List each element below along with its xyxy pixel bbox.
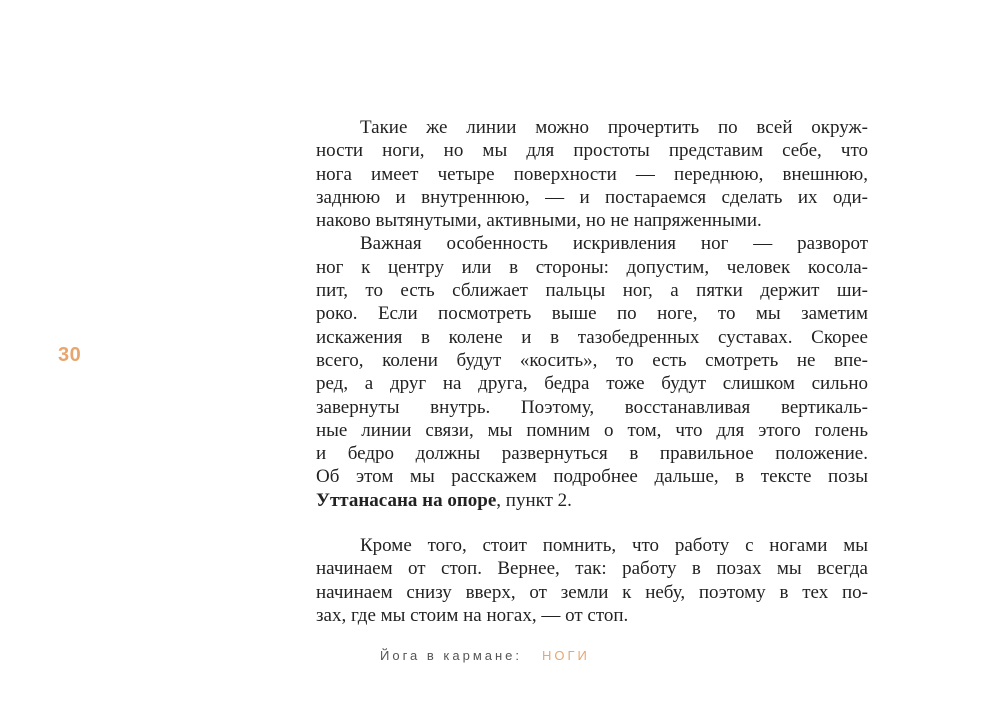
paragraph-2-line: и бедро должны развернуться в правильное положение. <box>316 443 868 465</box>
pose-reference-rest: , пункт 2. <box>496 489 572 511</box>
page-number: 30 <box>58 344 82 366</box>
paragraph-2-line: ног к центру или в стороны: допустим, человек косола- <box>316 256 868 278</box>
paragraph-2-line: завернуты внутрь. Поэтому, восстанавливая вертикаль- <box>316 396 868 418</box>
paragraph-3-line: начинаем снизу вверх, от земли к небу, поэтому в тех по- <box>316 581 868 603</box>
paragraph-2-line: ные линии связи, мы помним о том, что для этого голень <box>316 419 868 441</box>
paragraph-1-line: нога имеет четыре поверхности — переднюю, внешнюю, <box>316 163 868 185</box>
paragraph-2-line: всего, колени будут «косить», то есть смотреть не впе- <box>316 349 868 371</box>
paragraph-3-line: начинаем от стоп. Вернее, так: работу в позах мы всегда <box>316 558 868 580</box>
paragraph-2-line: ред, а друг на друга, бедра тоже будут слишком сильно <box>316 373 868 395</box>
running-footer <box>380 648 590 663</box>
paragraph-2-line: искажения в колене и в тазобедренных суставах. Скорее <box>316 326 868 348</box>
paragraph-1-line: Такие же линии можно прочертить по всей окруж- <box>360 117 868 138</box>
paragraph-2-last-line <box>316 489 868 512</box>
paragraph-1-line: наково вытянутыми, активными, но не напряженными. <box>316 210 762 232</box>
paragraph-2-line: пит, то есть сближает пальцы ног, а пятки держит ши- <box>316 280 868 302</box>
paragraph-1-line: ности ноги, но мы для простоты представим себе, что <box>316 140 868 162</box>
paragraph-3-line: Кроме того, стоит помнить, что работу с ногами мы <box>360 535 868 557</box>
section-title: НОГИ <box>542 648 590 663</box>
paragraph-2-line: Важная особенность искривления ног — разворот <box>360 233 868 255</box>
paragraph-2-line: Об этом мы расскажем подробнее дальше, в тексте позы <box>316 466 868 488</box>
paragraph-3-line: зах, где мы стоим на ногах, — от стоп. <box>316 604 629 626</box>
pose-name-bold: Уттанасана на опоре <box>316 489 497 511</box>
book-title: Йога в кармане: <box>380 648 523 663</box>
body-text <box>316 116 868 627</box>
paragraph-1-line: заднюю и внутреннюю, — и постараемся сделать их оди- <box>316 186 868 208</box>
paragraph-2-line: роко. Если посмотреть выше по ноге, то мы заметим <box>316 303 868 325</box>
